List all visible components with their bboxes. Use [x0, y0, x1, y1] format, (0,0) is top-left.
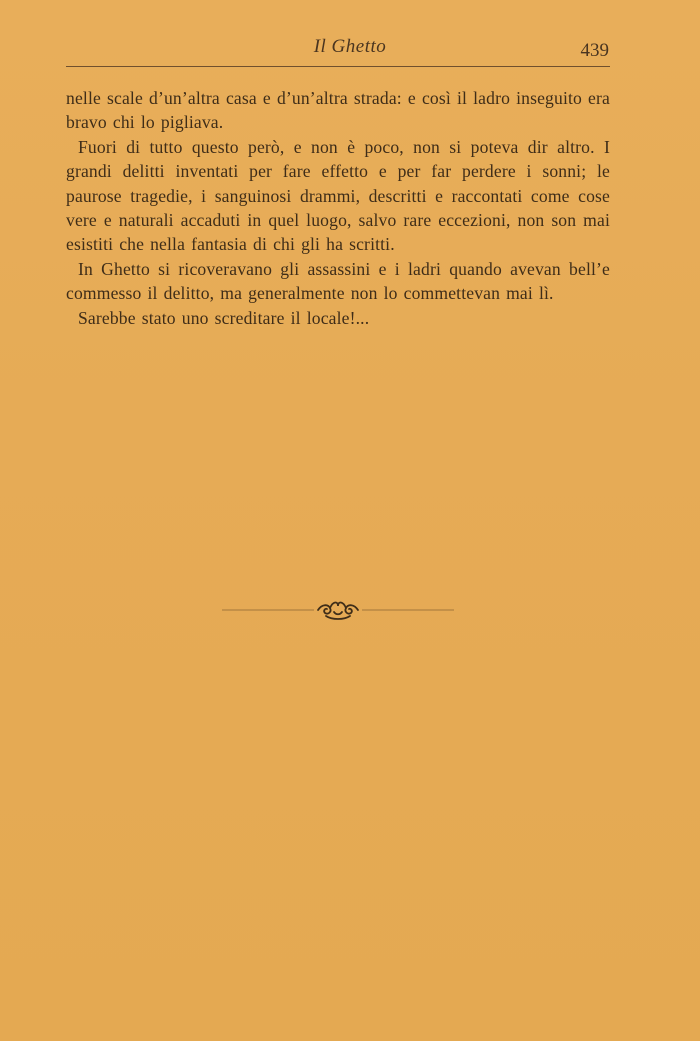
paragraph-fuori: Fuori di tutto questo però, e non è poco, non si poteva dir altro. I grandi delitti inventati per fare effetto e per far perdere i sonni; le paurose tragedie, i sanguinosi drammi, descritti e raccontati come cose vere e naturali accaduti in quel luogo, salvo rare eccezioni, non son mai esistiti che nella fantasia di chi gli ha scritti. — [66, 136, 610, 255]
header-rule — [66, 66, 610, 67]
paragraph-ghetto: In Ghetto si ricoveravano gli assassini e i ladri quando avevan bell’e commesso il delitto, ma generalmente non lo commettevan mai lì. — [66, 258, 610, 304]
running-title: Il Ghetto — [313, 36, 387, 57]
floral-tailpiece-ornament-icon — [222, 596, 454, 624]
body-text — [66, 86, 610, 330]
paragraph-sarebbe: Sarebbe stato uno screditare il locale!... — [78, 307, 370, 328]
page-number: 439 — [580, 40, 609, 61]
paragraph-continuation: nelle scale d’un’altra casa e d’un’altra strada: e così il ladro inseguito era bravo chi lo pigliava. — [66, 88, 610, 133]
